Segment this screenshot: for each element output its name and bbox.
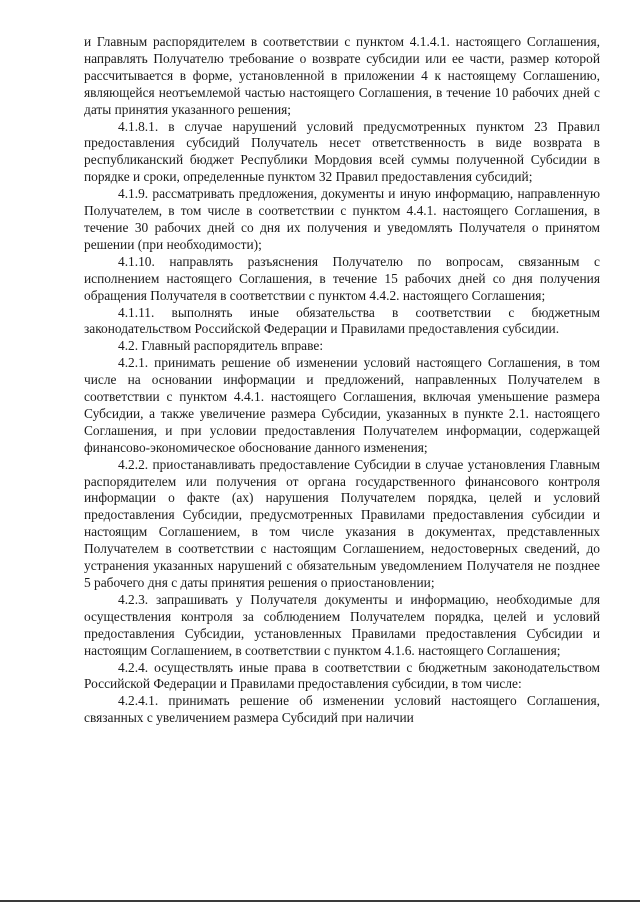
paragraph-continuation: и Главным распорядителем в соответствии с пунктом 4.1.4.1. настоящего Соглашения, направлять Получателю требование о возврате субсидии или ее части, размер которой рассчитывается в форме, установленной в приложении 4 к настоящему Соглашению, являющейся неотъемлемой частью настоящего Соглашения, в течение 10 рабочих дней с даты принятия указанного решения; [84,34,600,117]
document-body [84,34,600,727]
paragraph-4-1-11: 4.1.11. выполнять иные обязательства в соответствии с бюджетным законодательством Российской Федерации и Правилами предоставления субсидии. [84,304,600,337]
paragraph-4-1-8-1: 4.1.8.1. в случае нарушений условий предусмотренных пунктом 23 Правил предоставления субсидий Получатель несет ответственность в виде возврата в республиканский бюджет Республики Мордовия всей суммы полученной Субсидии в порядке и сроки, определенные пунктом 32 Правил предоставления субсидий; [84,118,600,185]
paragraph-4-2-4-1: 4.2.4.1. принимать решение об изменении условий настоящего Соглашения, связанных с увеличением размера Субсидий при наличии [84,693,600,726]
paragraph-4-2-1: 4.2.1. принимать решение об изменении условий настоящего Соглашения, в том числе на основании информации и предложений, направленных Получателем в соответствии с пунктом 4.4.1. настоящего Соглашения, включая уменьшение размера Субсидии, а также увеличение размера Субсидии, указанных в пункте 2.1. настоящего Соглашения, и при условии предоставления Получателем информации, содержащей финансово-экономическое обоснование данного изменения; [84,355,600,455]
scan-edge-line [0,900,640,902]
paragraph-4-2: 4.2. Главный распорядитель вправе: [118,338,324,354]
paragraph-4-1-9: 4.1.9. рассматривать предложения, документы и иную информацию, направленную Получателем, в том числе в соответствии с пунктом 4.4.1. настоящего Соглашения, в течение 30 рабочих дней со дня их получения и уведомлять Получателя о принятом решении (при необходимости); [84,186,600,252]
paragraph-4-2-3: 4.2.3. запрашивать у Получателя документы и информацию, необходимые для осуществления контроля за соблюдением Получателем порядка, целей и условий предоставления Субсидии, установленных Правилами предоставления Субсидии и настоящим Соглашением, в соответствии с пунктом 4.1.6. настоящего Соглашения; [84,591,600,658]
paragraph-4-1-10: 4.1.10. направлять разъяснения Получателю по вопросам, связанным с исполнением настоящего Соглашения, в течение 15 рабочих дней со дня получения обращения Получателя в соответствии с пунктом 4.4.2. настоящего Соглашения; [84,253,600,303]
paragraph-4-2-4: 4.2.4. осуществлять иные права в соответствии с бюджетным законодательством Российской Федерации и Правилами предоставления субсидии, в том числе: [84,659,600,692]
paragraph-4-2-2: 4.2.2. приостанавливать предоставление Субсидии в случае установления Главным распорядителем или получения от органа государственного финансового контроля информации о факте (ах) нарушения Получателем порядка, целей и условий предоставления Субсидии, предусмотренных Правилами предоставления субсидии и настоящим Соглашением, в том числе указания в документах, представленных Получателем в соответствии с настоящим Соглашением, недостоверных сведений, до устранения указанных нарушений с обязательным уведомлением Получателя не позднее 5 рабочего дня с даты принятия решения о приостановлении; [84,456,600,590]
